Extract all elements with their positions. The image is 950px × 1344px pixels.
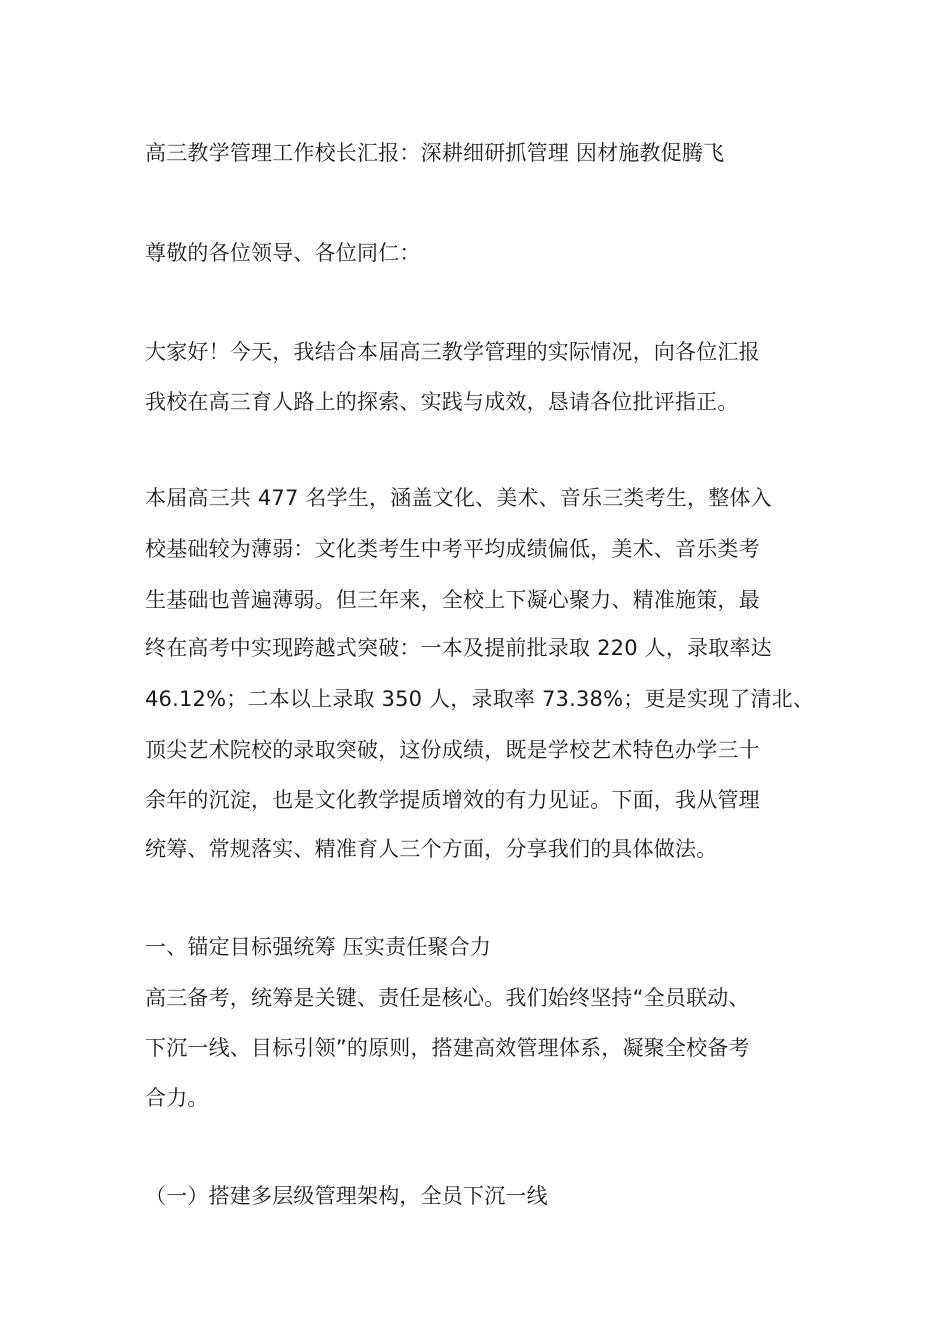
- section1-line-3: 合力。: [145, 1086, 209, 1110]
- salutation: 尊敬的各位领导、各位同仁：: [145, 241, 421, 265]
- overview-line-6: 顶尖艺术院校的录取突破，这份成绩，既是学校艺术特色办学三十: [145, 738, 760, 762]
- overview-line-3: 生基础也普遍薄弱。但三年来，全校上下凝心聚力、精准施策，最: [145, 588, 760, 612]
- intro-line-2: 我校在高三育人路上的探索、实践与成效，恳请各位批评指正。: [145, 390, 739, 414]
- overview-line-8: 统筹、常规落实、精准育人三个方面，分享我们的具体做法。: [145, 837, 718, 861]
- overview-line-5: 46.12%；二本以上录取 350 人，录取率 73.38%；更是实现了清北、: [145, 687, 815, 711]
- overview-line-4: 终在高考中实现跨越式突破：一本及提前批录取 220 人，录取率达: [145, 636, 772, 660]
- section1-line-1: 高三备考，统筹是关键、责任是核心。我们始终坚持“全员联动、: [145, 986, 750, 1010]
- document-title: 高三教学管理工作校长汇报：深耕细研抓管理 因材施教促腾飞: [145, 141, 725, 165]
- subsection-heading-1: （一）搭建多层级管理架构，全员下沉一线: [145, 1184, 548, 1208]
- section1-line-2: 下沉一线、目标引领”的原则，搭建高效管理体系，凝聚全校备考: [145, 1036, 750, 1060]
- intro-line-1: 大家好！今天，我结合本届高三教学管理的实际情况，向各位汇报: [145, 340, 760, 364]
- overview-line-1: 本届高三共 477 名学生，涵盖文化、美术、音乐三类考生，整体入: [145, 486, 772, 510]
- overview-line-2: 校基础较为薄弱：文化类考生中考平均成绩偏低，美术、音乐类考: [145, 537, 760, 561]
- section-heading-1: 一、锚定目标强统筹 压实责任聚合力: [145, 935, 492, 959]
- overview-line-7: 余年的沉淀，也是文化教学提质增效的有力见证。下面，我从管理: [145, 788, 760, 812]
